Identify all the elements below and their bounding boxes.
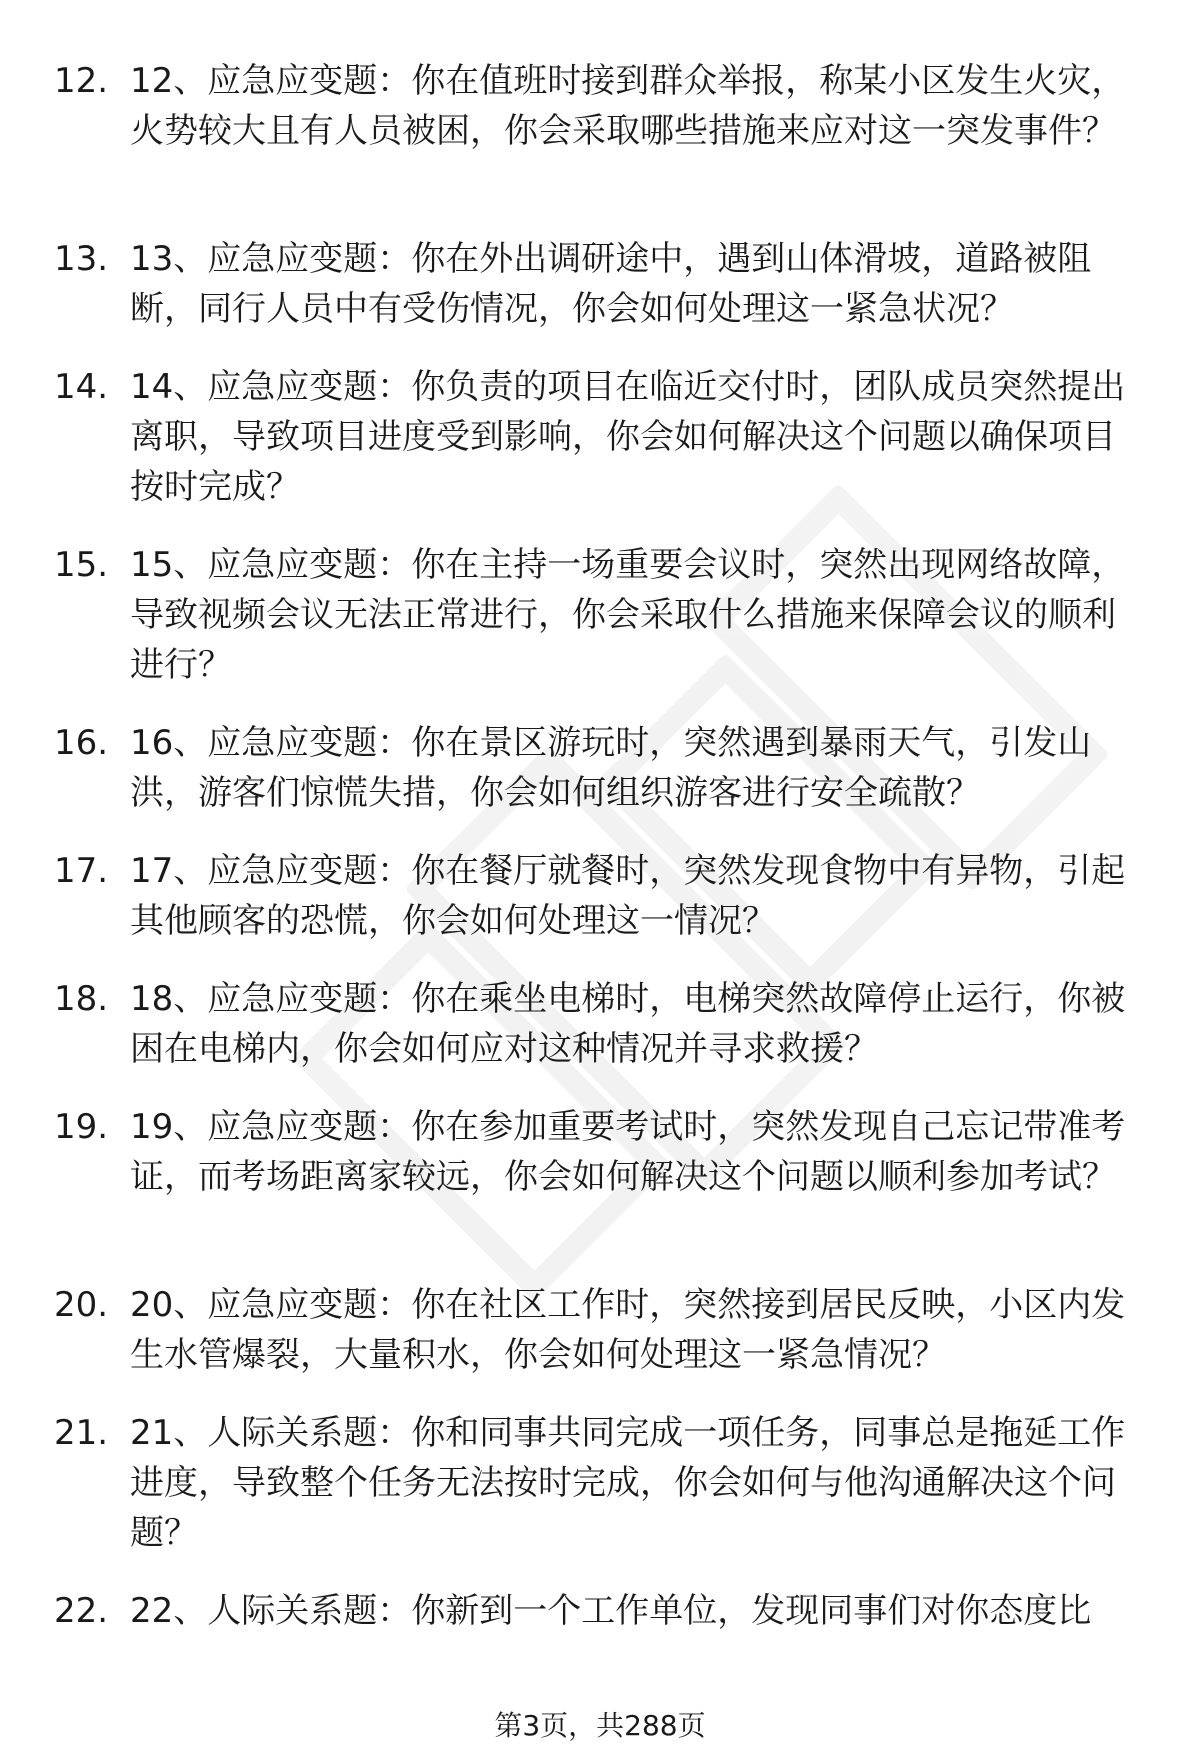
question-list <box>0 56 1200 1636</box>
question-item <box>0 846 1200 974</box>
question-number: 15. <box>54 545 109 585</box>
question-text: 13、应急应变题：你在外出调研途中，遇到山体滑坡，道路被阻断，同行人员中有受伤情况，你会如何处理这一紧急状况？ <box>130 239 1092 329</box>
question-number: 18. <box>54 979 109 1019</box>
question-text: 17、应急应变题：你在餐厅就餐时，突然发现食物中有异物，引起其他顾客的恐慌，你会如何处理这一情况？ <box>130 851 1126 941</box>
question-text: 22、人际关系题：你新到一个工作单位，发现同事们对你态度比 <box>130 1591 1092 1631</box>
question-text: 12、应急应变题：你在值班时接到群众举报，称某小区发生火灾，火势较大且有人员被困，你会采取哪些措施来应对这一突发事件？ <box>130 61 1126 151</box>
page-footer: 第3页，共288页 <box>494 1709 706 1742</box>
question-item <box>0 1280 1200 1408</box>
question-number: 19. <box>54 1107 109 1147</box>
question-text: 16、应急应变题：你在景区游玩时，突然遇到暴雨天气，引发山洪，游客们惊慌失措，你会如何组织游客进行安全疏散？ <box>130 723 1092 813</box>
question-item <box>0 974 1200 1102</box>
question-text: 18、应急应变题：你在乘坐电梯时，电梯突然故障停止运行，你被困在电梯内，你会如何应对这种情况并寻求救援？ <box>130 979 1126 1069</box>
question-item <box>0 718 1200 846</box>
question-number: 22. <box>54 1591 109 1631</box>
question-number: 21. <box>54 1413 109 1453</box>
question-item <box>0 362 1200 540</box>
question-text: 14、应急应变题：你负责的项目在临近交付时，团队成员突然提出离职，导致项目进度受到影响，你会如何解决这个问题以确保项目按时完成？ <box>130 367 1126 507</box>
question-number: 17. <box>54 851 109 891</box>
question-text: 19、应急应变题：你在参加重要考试时，突然发现自己忘记带准考证，而考场距离家较远，你会如何解决这个问题以顺利参加考试？ <box>130 1107 1126 1197</box>
question-text: 15、应急应变题：你在主持一场重要会议时，突然出现网络故障，导致视频会议无法正常进行，你会采取什么措施来保障会议的顺利进行？ <box>130 545 1126 685</box>
question-number: 16. <box>54 723 109 763</box>
question-item <box>0 1586 1200 1636</box>
question-item <box>0 56 1200 234</box>
question-item <box>0 1408 1200 1586</box>
question-text: 21、人际关系题：你和同事共同完成一项任务，同事总是拖延工作进度，导致整个任务无法按时完成，你会如何与他沟通解决这个问题？ <box>130 1413 1126 1553</box>
question-number: 13. <box>54 239 109 279</box>
question-item <box>0 1102 1200 1280</box>
question-item <box>0 234 1200 362</box>
question-text: 20、应急应变题：你在社区工作时，突然接到居民反映，小区内发生水管爆裂，大量积水，你会如何处理这一紧急情况？ <box>130 1285 1126 1375</box>
question-number: 14. <box>54 367 109 407</box>
question-number: 12. <box>54 61 109 101</box>
question-number: 20. <box>54 1285 109 1325</box>
question-item <box>0 540 1200 718</box>
